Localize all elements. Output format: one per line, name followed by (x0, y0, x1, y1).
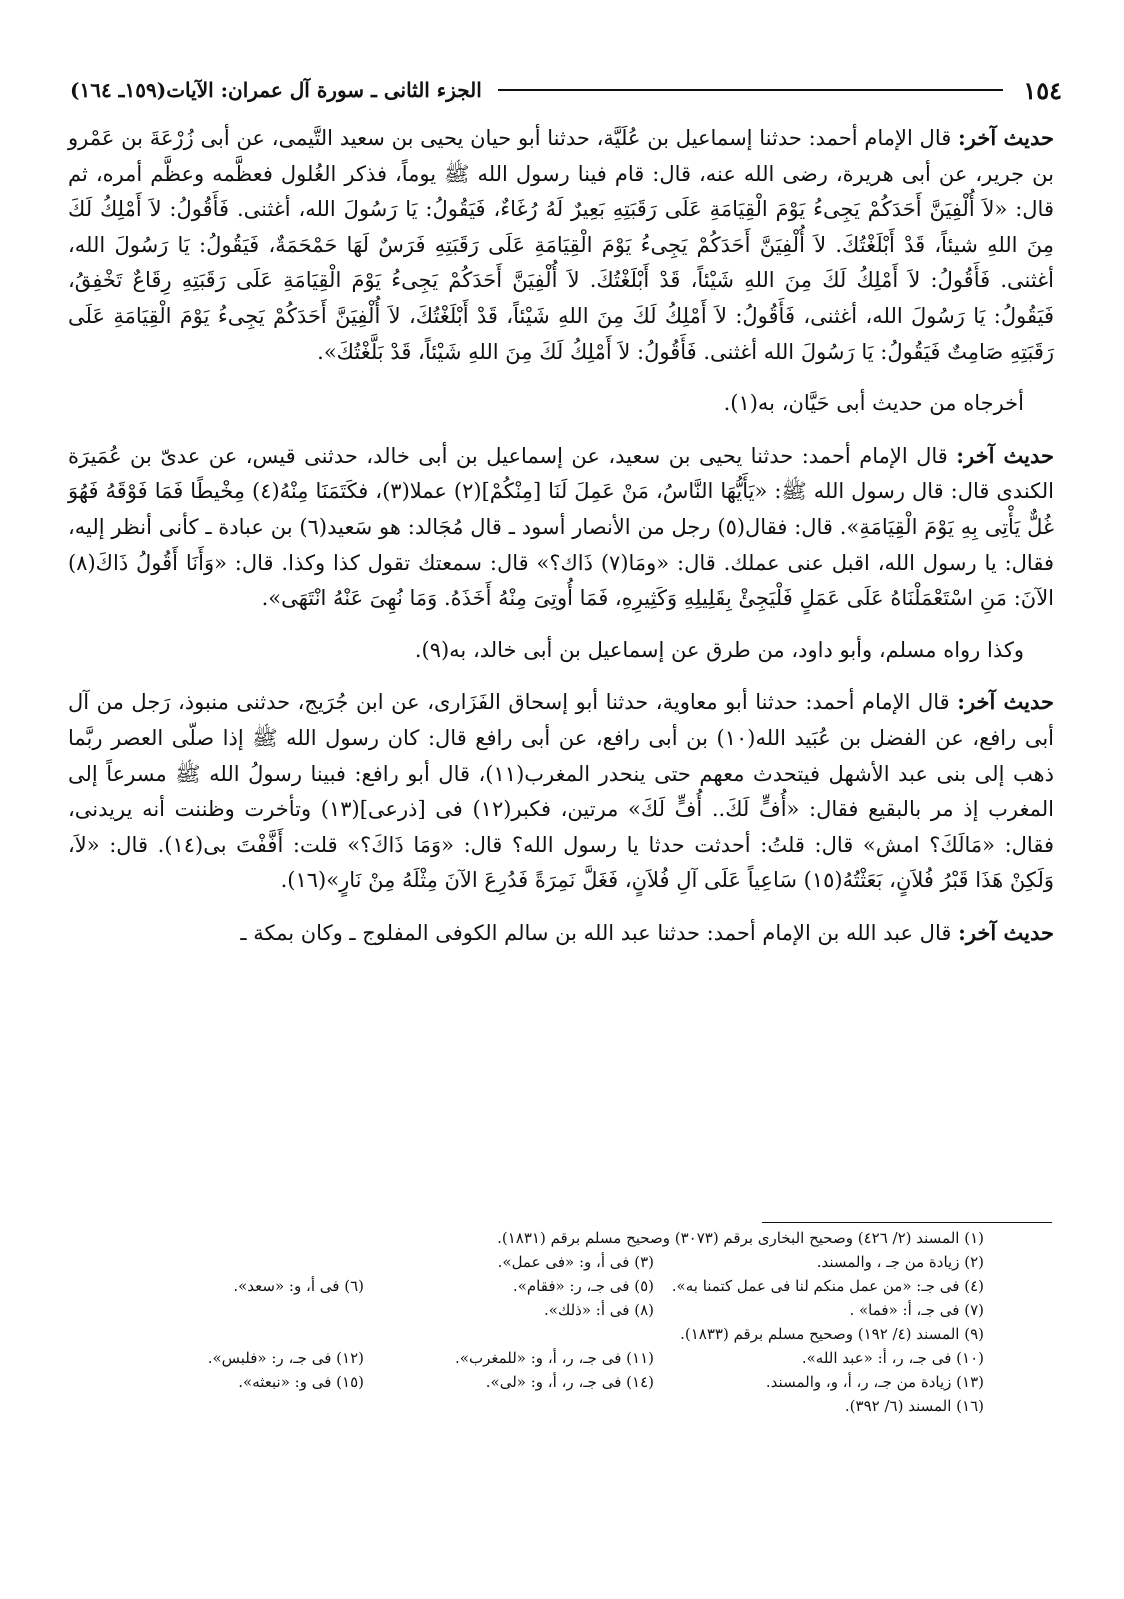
footnote: (٥) فى جـ، ر: «فقام». (512, 1277, 654, 1295)
footnote: (١١) فى جـ، ر، أ، و: «للمغرب». (455, 1349, 654, 1367)
paragraph-text: قال الإمام أحمد: حدثنا إسماعيل بن عُلَيَّة، حدثنا أبو حيان يحيى بن سعيد التَّيمى، عن أبى زُرْعَةَ بن عَمْرو بن جرير، عن أبى هريرة، رضى الله عنه، قال: قام فينا رسول الله ﷺ يوماً، فذكر الغُلول فعظَّمه وعظَّم أمره، ثم قال: «لاَ أُلْفِيَنَّ أَحَدَكُمْ يَجِىءُ يَوْمَ الْقِيَامَةِ عَلَى رَقَبَتِهِ بَعِيرٌ لَهُ رُغَاءٌ، فَيَقُولُ: يَا رَسُولَ الله، أغثنى. فَأَقُولُ: لاَ أَمْلِكُ لَكَ مِنَ اللهِ شيئاً، قَدْ أَبْلَغْتُكَ. لاَ أُلْفِيَنَّ أَحَدَكُمْ يَجِىءُ يَوْمَ الْقِيَامَةِ عَلَى رَقَبَتِهِ فَرَسٌ لَهَا حَمْحَمَةٌ، فَيَقُولُ: يَا رَسُولَ الله، أغثنى. فَأَقُولُ: لاَ أَمْلِكُ لَكَ مِنَ اللهِ شَيْئاً، قَدْ أَبْلَغْتُكَ. لاَ أُلْفِيَنَّ أَحَدَكُمْ يَجِىءُ يَوْمَ الْقِيَامَةِ عَلَى رَقَبَتِهِ رِقَاعٌ تَخْفِقُ، فَيَقُولُ: يَا رَسُولَ الله، أغثنى، فَأَقُولُ: لاَ أَمْلِكُ لَكَ مِنَ اللهِ شَيْئاً، قَدْ أَبْلَغْتُكَ، لاَ أُلْفِيَنَّ أَحَدَكُمْ يَجِىءُ يَوْمَ الْقِيَامَةِ عَلَى رَقَبَتِهِ صَامِتٌ فَيَقُولُ: يَا رَسُولَ الله أغثنى. فَأَقُولُ: لاَ أَمْلِكُ لَكَ مِنَ اللهِ شَيْئاً، قَدْ بَلَّغْتُكَ». (68, 126, 1054, 364)
footnote: (١٦) المسند (٦/ ٣٩٢). (844, 1397, 984, 1415)
paragraph-text: أخرجاه من حديث أبى حَيَّان، به(١). (723, 391, 1024, 416)
footnote: (١٥) فى و: «نبعثه». (238, 1373, 364, 1391)
paragraph-2 (68, 386, 1054, 422)
page-number: ١٥٤ (1023, 75, 1062, 105)
footnote-row (88, 1298, 984, 1322)
footnote-separator (762, 1222, 1052, 1223)
paragraph-4 (68, 633, 1054, 669)
footnote-row (88, 1250, 984, 1274)
running-title: الجزء الثانى ـ سورة آل عمران: الآيات(١٥٩ـ ١٦٤) (70, 78, 482, 102)
footnotes (88, 1226, 984, 1418)
footnote: (١) المسند (٢/ ٤٢٦) وصحيح البخارى برقم (٣٠٧٣) وصحيح مسلم برقم (١٨٣١). (497, 1229, 984, 1247)
paragraph-5 (68, 684, 1054, 899)
footnote-row (88, 1394, 984, 1418)
footnote: (٧) فى جـ، أ: «فما» . (849, 1301, 984, 1319)
page-header (70, 70, 1062, 110)
footnote: (٨) فى أ: «ذلك». (544, 1301, 654, 1319)
paragraph-6 (68, 915, 1054, 952)
footnote-row (88, 1346, 984, 1370)
hadith-lead: حديث آخر: (958, 125, 1054, 150)
main-text (68, 120, 1054, 967)
paragraph-text: قال الإمام أحمد: حدثنا أبو معاوية، حدثنا أبو إسحاق الفَزَارى، عن ابن جُرَيج، حدثنى منبوذ، رَجل من آل أبى رافع، عن الفضل بن عُبَيد الله(١٠) بن أبى رافع، عن أبى رافع قال: كان رسول الله ﷺ إذا صلّى العصر ربَّما ذهب إلى بنى عبد الأشهل فيتحدث معهم حتى ينحدر المغرب(١١)، قال أبو رافع: فبينا رسولُ الله ﷺ مسرعاً إلى المغرب إذ مر بالبقيع فقال: «أُفٍّ لَكَ.. أُفٍّ لَكَ» مرتين، فكبر(١٢) فى [ذرعى](١٣) وتأخرت وظننت أنه يريدنى، فقال: «مَالَكَ؟ امش» قال: قلتُ: أحدثت حدثا يا رسول الله؟ قال: «وَمَا ذَاكَ؟» قلت: أَفَّفْتَ بى(١٤). قال: «لاَ، وَلَكِنْ هَذَا قَبْرُ فُلاَنٍ، بَعَثْتُهُ(١٥) سَاعِياً عَلَى آلِ فُلاَنٍ، فَغَلَّ نَمِرَةً فَدُرِعَ الآنَ مِثْلَهُ مِنْ نَارٍ»(١٦). (68, 690, 1054, 893)
footnote-row (88, 1322, 984, 1346)
hadith-lead: حديث آخر: (958, 919, 1054, 945)
paragraph-1 (68, 120, 1054, 370)
footnote: (٩) المسند (٤/ ١٩٢) وصحيح مسلم برقم (١٨٣٣). (680, 1325, 984, 1343)
paragraph-text: وكذا رواه مسلم، وأبو داود، من طرق عن إسماعيل بن أبى خالد، به(٩). (414, 637, 1024, 662)
hadith-lead: حديث آخر: (956, 442, 1054, 468)
footnote-row (88, 1226, 984, 1250)
footnote: (٣) فى أ، و: «فى عمل». (497, 1253, 654, 1271)
footnote-row (88, 1274, 984, 1298)
paragraph-text: قال الإمام أحمد: حدثنا يحيى بن سعيد، عن إسماعيل بن أبى خالد، حدثنى قيس، عن عدىّ بن عُمَيرَة الكندى قال: قال رسول الله ﷺ: «يَأَيُّهَا النَّاسُ، مَنْ عَمِلَ لَنَا [مِنْكُمْ](٢) عملا(٣)، فكَتَمَنَا مِنْهُ(٤) مِخْيطًا فَمَا فَوْقَهُ فَهُوَ غُلٌّ يَأْتِى بِهِ يَوْمَ الْقِيَامَةِ». قال: فقال(٥) رجل من الأنصار أسود ـ قال مُجَالد: هو سَعيد(٦) بن عبادة ـ كأنى أنظر إليه، فقال: يا رسول الله، اقبل عنى عملك. قال: «ومَا(٧) ذَاك؟» قال: سمعتك تقول كذا وكذا. قال: «وَأَنَا أَقُولُ ذَاكَ(٨) الآنَ: مَنِ اسْتَعْمَلْنَاهُ عَلَى عَمَلٍ فَلْيَجِئْ بِقَلِيلِهِ وَكَثِيرِهِ، فَمَا أُوتِىَ مِنْهُ أَخَذَهُ. وَمَا نُهِىَ عَنْهُ انْتَهَى». (68, 443, 1054, 611)
hadith-lead: حديث آخر: (957, 689, 1055, 715)
footnote: (٢) زيادة من جـ ، والمسند. (816, 1253, 984, 1271)
paragraph-3 (68, 438, 1054, 617)
footnote: (١٢) فى جـ، ر: «فلبس». (207, 1349, 364, 1367)
footnote: (١٠) فى جـ، ر، أ: «عبد الله». (801, 1349, 984, 1367)
header-rule (498, 89, 1004, 91)
footnote: (٤) فى جـ: «من عمل منكم لنا فى عمل كتمنا به». (671, 1277, 984, 1295)
footnote: (١٣) زيادة من جـ، ر، أ، و، والمسند. (765, 1373, 984, 1391)
paragraph-text: قال عبد الله بن الإمام أحمد: حدثنا عبد الله بن سالم الكوفى المفلوج ـ وكان بمكة ـ (240, 920, 959, 945)
footnote-row (88, 1370, 984, 1394)
footnote: (١٤) فى جـ، ر، أ، و: «لى». (485, 1373, 654, 1391)
footnote: (٦) فى أ، و: «سعد». (233, 1277, 364, 1295)
